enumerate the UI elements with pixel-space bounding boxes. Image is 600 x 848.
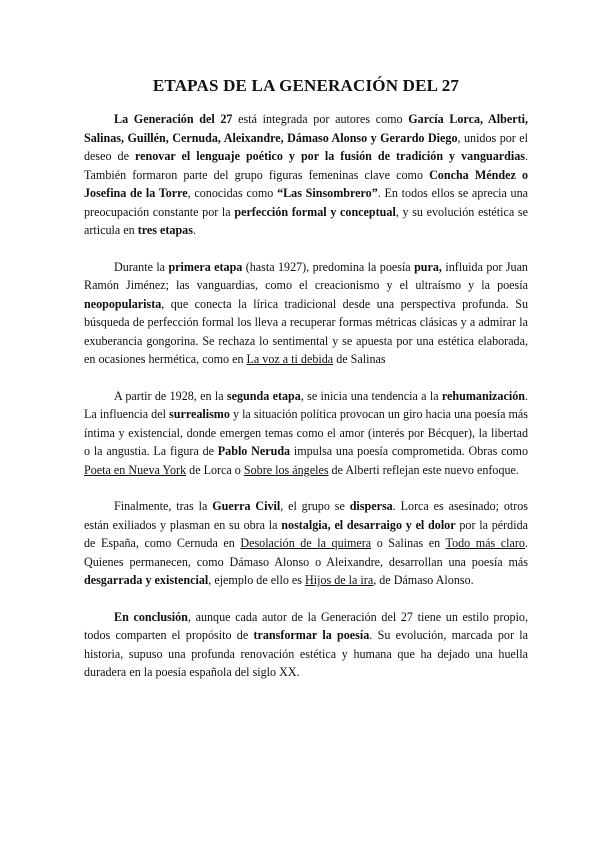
bold-text: “Las Sinsombrero” — [277, 186, 378, 200]
text-run: A partir de 1928, en la — [114, 388, 227, 403]
text-run: , se inicia una tendencia a la — [300, 388, 442, 403]
bold-text: Guerra Civil — [212, 499, 281, 513]
text-run: . Su evolución, marcada por la historia, supuso una profunda renovación estética y humana que ha dejado una huella duradera en la poesía española del siglo XX. — [84, 628, 529, 679]
paragraph-third-stage — [84, 497, 528, 590]
bold-text: García Lorca, Alberti, Salinas, Guillén, Cernuda, Aleixandre, Dámaso Alonso y Gerardo Diego — [84, 112, 528, 145]
text-run: . — [192, 223, 196, 237]
text-run: . La influencia del — [84, 388, 528, 421]
text-run: Durante la — [114, 259, 169, 274]
bold-text: En conclusión — [114, 609, 188, 624]
underlined-title: Todo más claro — [445, 536, 525, 550]
bold-text: neopopularista — [84, 296, 162, 311]
text-run: de Lorca o — [186, 462, 244, 477]
text-run: . Lorca es asesinado; otros están exiliados y plasman en su obra la — [84, 499, 529, 532]
text-run: , aunque cada autor de la Generación del 27 tiene un estilo propio, todos comparten el propósito de — [84, 609, 529, 642]
paragraph-second-stage — [84, 387, 528, 480]
text-run: y la situación política provocan un giro hacia una poesía más íntima y existencial, donde emergen temas como el amor (interés por Bécquer), la libertad o la angustia. La figura de — [84, 407, 529, 458]
text-run: , el grupo se — [280, 499, 350, 513]
text-run: . También formaron parte del grupo figuras femeninas clave como — [84, 149, 528, 182]
text-run: o Salinas en — [371, 536, 446, 550]
text-run: , unidos por el deseo de — [84, 130, 529, 163]
bold-text: tres etapas — [137, 223, 193, 237]
bold-text: segunda etapa — [226, 388, 301, 403]
text-run: , y su evolución estética se articula en — [84, 204, 528, 237]
underlined-title: Poeta en Nueva York — [84, 462, 187, 477]
bold-text: dispersa — [349, 499, 393, 513]
text-run: de Alberti reflejan este nuevo enfoque. — [328, 462, 519, 477]
underlined-title: La voz a ti debida — [246, 352, 334, 366]
bold-text: Pablo Neruda — [217, 444, 291, 458]
bold-text: La Generación del 27 — [114, 112, 233, 126]
paragraph-conclusion — [84, 608, 528, 682]
underlined-title: Sobre los ángeles — [243, 462, 329, 477]
bold-text: rehumanización — [441, 388, 525, 403]
bold-text: nostalgia, el desarraigo y el dolor — [281, 517, 456, 532]
bold-text: Concha Méndez o Josefina de la Torre — [84, 167, 528, 200]
bold-text: pura, — [414, 259, 442, 274]
text-run: , de Dámaso Alonso. — [373, 573, 474, 587]
text-run: Finalmente, tras la — [114, 499, 213, 513]
paragraph-first-stage — [84, 258, 528, 369]
bold-text: renovar el lenguaje poético y por la fusión de tradición y vanguardias — [134, 149, 525, 163]
bold-text: surrealismo — [169, 407, 230, 421]
text-run: está integrada por autores como — [232, 112, 409, 126]
text-run: . En todos ellos se aprecia una preocupación constante por la — [84, 186, 529, 219]
text-run: , ejemplo de ello es — [208, 573, 306, 587]
text-run: por la pérdida de España, como Cernuda en — [84, 517, 528, 550]
paragraph-introduction — [84, 110, 528, 240]
document-title: ETAPAS DE LA GENERACIÓN DEL 27 — [152, 76, 460, 95]
bold-text: perfección formal y conceptual — [234, 204, 396, 219]
text-run: , conocidas como — [187, 186, 278, 200]
text-run: . Quienes permanecen, como Dámaso Alonso o Aleixandre, desarrollan una poesía más — [84, 536, 528, 569]
text-run: impulsa una poesía comprometida. Obras como — [290, 444, 528, 458]
text-run: (hasta 1927), predomina la poesía — [242, 259, 415, 274]
bold-text: desgarrada y existencial — [84, 573, 209, 587]
text-run: de Salinas — [333, 352, 386, 366]
text-run: , que conecta la lírica tradicional desde una perspectiva profunda. Su búsqueda de perfección formal los lleva a recuperar formas métricas clásicas y a admirar la exuberancia gongorina. Se rechaza lo sentimental y se apuesta por una estética elaborada, en ocasiones hermética, como en — [84, 296, 528, 366]
bold-text: transformar la poesía — [253, 628, 370, 642]
text-run: influida por Juan Ramón Jiménez; las vanguardias, como el creacionismo y el ultraísmo y la poesía — [84, 259, 528, 292]
underlined-title: Hijos de la ira — [305, 573, 374, 587]
bold-text: primera etapa — [168, 259, 243, 274]
underlined-title: Desolación de la quimera — [240, 536, 372, 550]
